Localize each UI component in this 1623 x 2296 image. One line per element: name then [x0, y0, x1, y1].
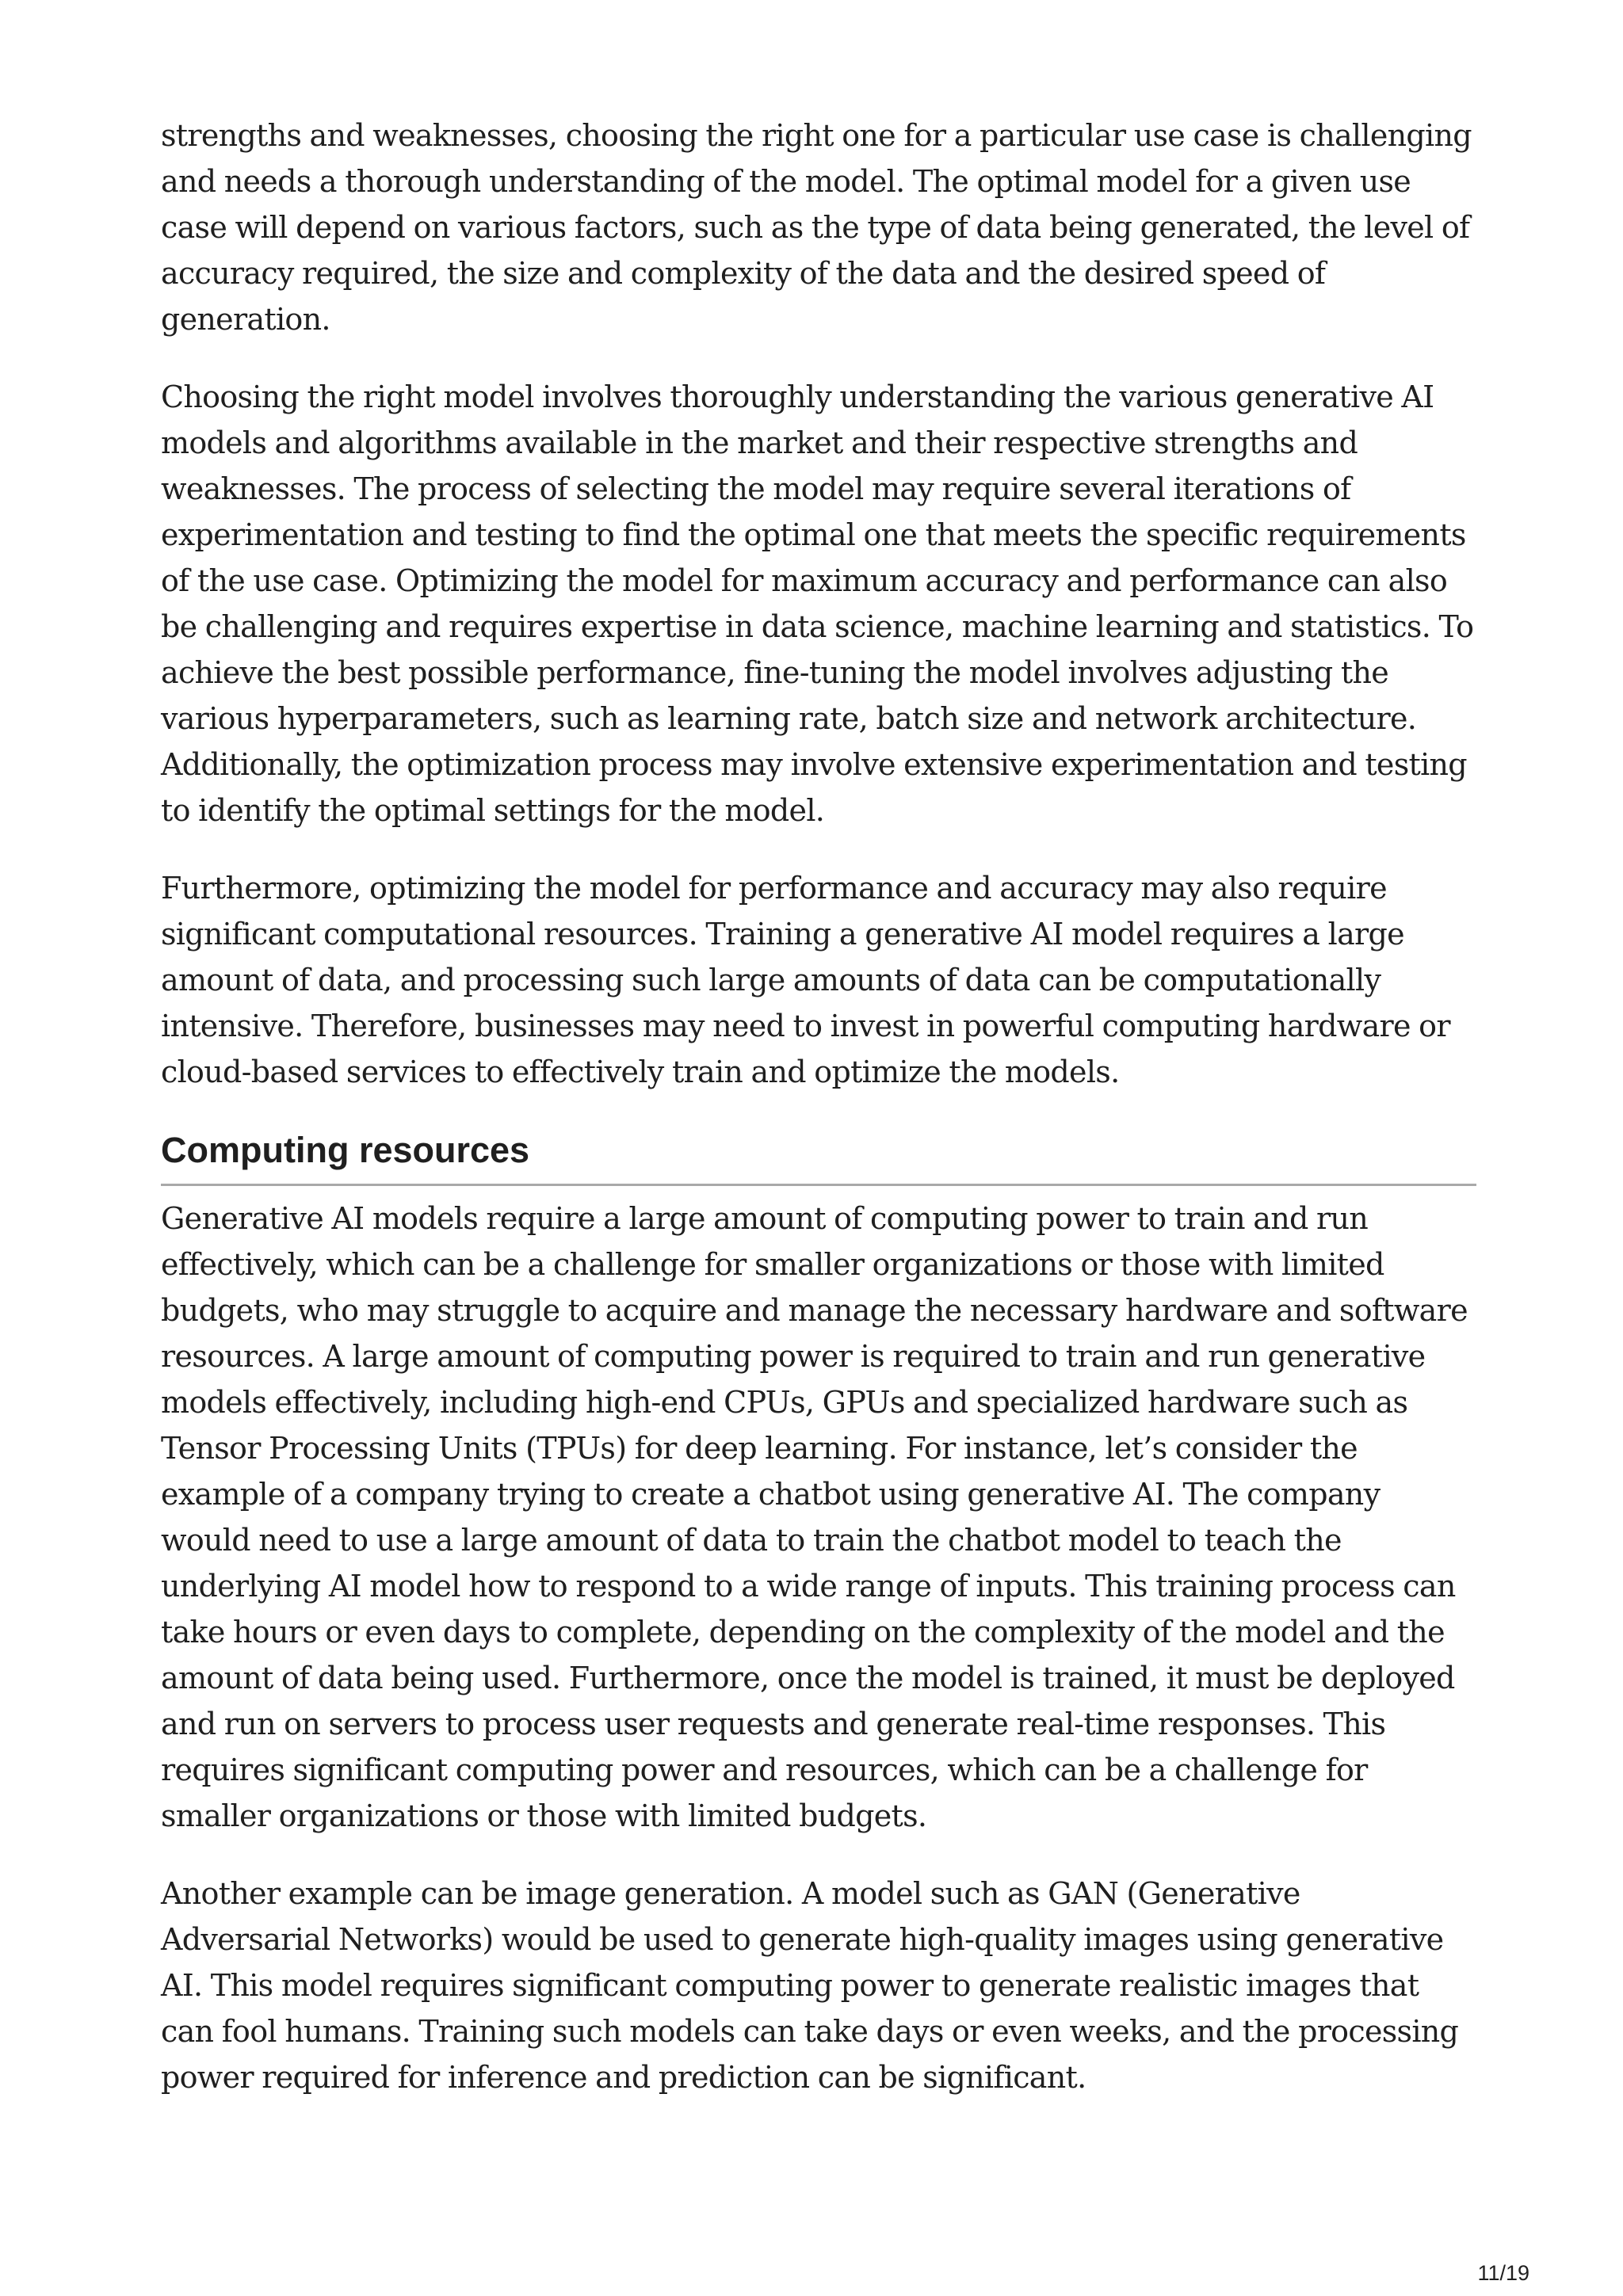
paragraph-model-selection-intro: strengths and weaknesses, choosing the right one for a particular use case is challenging and needs a thorough understanding of the model. The optimal model for a given use case will depend on various factors, such as the type of data being generated, the level of accuracy required, the size and complexity of the data and the desired speed of generation. [161, 118, 1472, 337]
paragraph-computing-power: Generative AI models require a large amount of computing power to train and run effectively, which can be a challenge for smaller organizations or those with limited budgets, who may struggle to acquire and manage the necessary hardware and software resources. A large amount of computing power is required to train and run generative models effectively, including high-end CPUs, GPUs and specialized hardware such as Tensor Processing Units (TPUs) for deep learning. For instance, let’s consider the example of a company trying to create a chatbot using generative AI. The company would need to use a large amount of data to train the chatbot model to teach the underlying AI model how to respond to a wide range of inputs. This training process can take hours or even days to complete, depending on the complexity of the model and the amount of data being used. Furthermore, once the model is trained, it must be deployed and run on servers to process user requests and generate real-time responses. This requires significant computing power and resources, which can be a challenge for smaller organizations or those with limited budgets. [161, 1201, 1468, 1833]
document-body [161, 113, 1476, 2132]
paragraph-image-generation-example: Another example can be image generation. A model such as GAN (Generative Adversarial Networks) would be used to generate high-quality images using generative AI. This model requires significant computing power to generate realistic images that can fool humans. Training such models can take days or even weeks, and the processing power required for inference and prediction can be significant. [161, 1876, 1459, 2095]
section-heading-computing-resources: Computing resources [161, 1127, 1476, 1186]
page-number: 11/19 [1477, 2261, 1529, 2285]
paragraph-choosing-right-model: Choosing the right model involves thoroughly understanding the various generative AI models and algorithms available in the market and their respective strengths and weaknesses. The process of selecting the model may require several iterations of experimentation and testing to find the optimal one that meets the specific requirements of the use case. Optimizing the model for maximum accuracy and performance can also be challenging and requires expertise in data science, machine learning and statistics. To achieve the best possible performance, fine-tuning the model involves adjusting the various hyperparameters, such as learning rate, batch size and network architecture. Additionally, the optimization process may involve extensive experimentation and testing to identify the optimal settings for the model. [161, 379, 1474, 828]
paragraph-computational-resources: Furthermore, optimizing the model for performance and accuracy may also require significant computational resources. Training a generative AI model requires a large amount of data, and processing such large amounts of data can be computationally intensive. Therefore, businesses may need to invest in powerful computing hardware or cloud-based services to effectively train and optimize the models. [161, 871, 1450, 1089]
